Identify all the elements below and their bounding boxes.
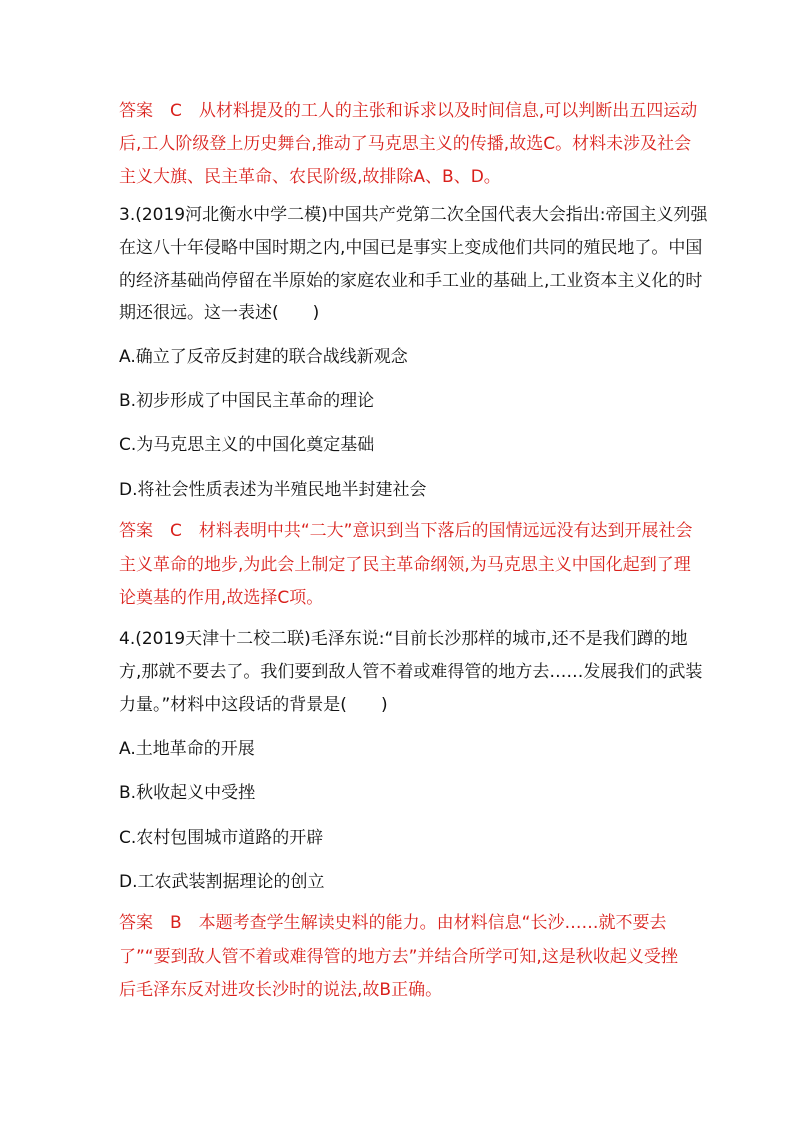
q3-option-d: D.将社会性质表述为半殖民地半封建社会 <box>119 480 427 500</box>
q4-answer-line-3: 后毛泽东反对进攻长沙时的说法,故B正确。 <box>119 980 443 1000</box>
q3-stem-line-1: 3.(2019河北衡水中学二模)中国共产党第二次全国代表大会指出:帝国主义列强 <box>119 205 708 225</box>
q4-option-c: C.农村包围城市道路的开辟 <box>119 828 324 848</box>
answer-q2-line-1: 答案 C 从材料提及的工人的主张和诉求以及时间信息,可以判断出五四运动 <box>119 101 698 121</box>
q3-stem-line-2: 在这八十年侵略中国时期之内,中国已是事实上变成他们共同的殖民地了。中国 <box>119 238 703 258</box>
q4-option-d: D.工农武装割据理论的创立 <box>119 872 325 892</box>
q4-answer-line-1: 答案 B 本题考查学生解读史料的能力。由材料信息“长沙……就不要去 <box>119 913 667 933</box>
q3-answer-line-1: 答案 C 材料表明中共“二大”意识到当下落后的国情远远没有达到开展社会 <box>119 521 693 541</box>
q3-option-b: B.初步形成了中国民主革命的理论 <box>119 391 375 411</box>
q3-stem-line-4: 期还很远。这一表述( ) <box>119 303 320 323</box>
q4-option-a: A.土地革命的开展 <box>119 739 255 759</box>
answer-q2-line-2: 后,工人阶级登上历史舞台,推动了马克思主义的传播,故选C。材料未涉及社会 <box>119 134 692 154</box>
q3-answer-line-3: 论奠基的作用,故选择C项。 <box>119 588 324 608</box>
q4-answer-line-2: 了”“要到敌人管不着或难得管的地方去”并结合所学可知,这是秋收起义受挫 <box>119 947 678 967</box>
q4-stem-line-2: 方,那就不要去了。我们要到敌人管不着或难得管的地方去……发展我们的武装 <box>119 662 703 682</box>
q4-option-b: B.秋收起义中受挫 <box>119 783 256 803</box>
q3-option-a: A.确立了反帝反封建的联合战线新观念 <box>119 347 408 367</box>
q4-stem-line-1: 4.(2019天津十二校二联)毛泽东说:“目前长沙那样的城市,还不是我们蹲的地 <box>119 629 688 649</box>
answer-q2-line-3: 主义大旗、民主革命、农民阶级,故排除A、B、D。 <box>119 167 501 187</box>
q4-stem-line-3: 力量。”材料中这段话的背景是( ) <box>119 695 388 715</box>
q3-stem-line-3: 的经济基础尚停留在半原始的家庭农业和手工业的基础上,工业资本主义化的时 <box>119 271 703 291</box>
q3-option-c: C.为马克思主义的中国化奠定基础 <box>119 435 375 455</box>
q3-answer-line-2: 主义革命的地步,为此会上制定了民主革命纲领,为马克思主义中国化起到了理 <box>119 555 691 575</box>
